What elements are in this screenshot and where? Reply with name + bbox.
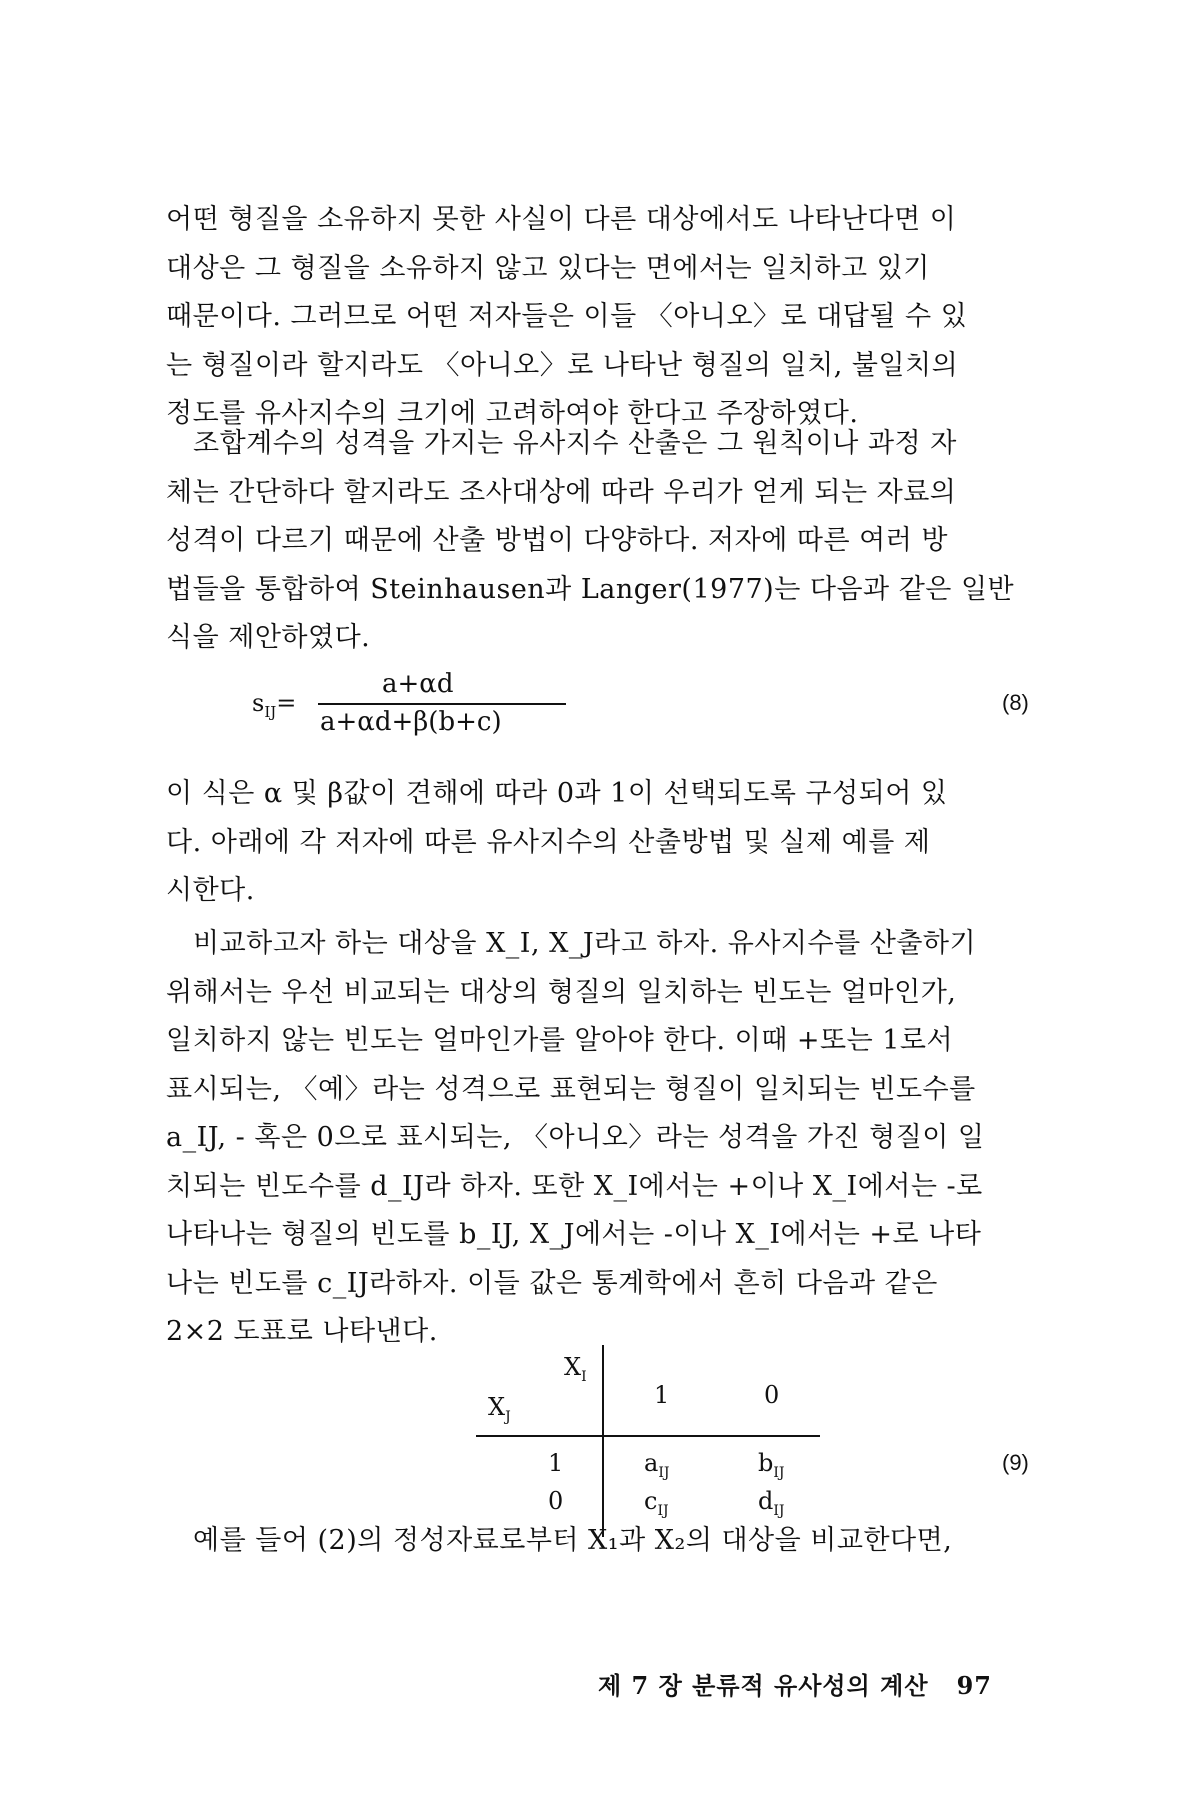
text-line: 나타나는 형질의 빈도를 b_IJ, X_J에서는 -이나 X_I에서는 +로 나타 bbox=[166, 1219, 982, 1250]
text-line: 정도를 유사지수의 크기에 고려하여야 한다고 주장하였다. bbox=[166, 398, 859, 429]
running-footer bbox=[598, 1666, 992, 1701]
paragraph-4 bbox=[166, 920, 1032, 1357]
column-header: 0 bbox=[764, 1381, 780, 1409]
text-line: 성격이 다르기 때문에 산출 방법이 다양하다. 저자에 따른 여러 방 bbox=[166, 525, 948, 556]
row-header: 1 bbox=[548, 1449, 564, 1477]
equation-number: (8) bbox=[1002, 690, 1029, 715]
text-line: 때문이다. 그러므로 어떤 저자들은 이들 〈아니오〉로 대답될 수 있 bbox=[166, 301, 968, 332]
paragraph-1 bbox=[166, 196, 1032, 439]
table-vertical-rule bbox=[602, 1345, 604, 1537]
table-cell: $c_{IJ}$ bbox=[644, 1487, 669, 1519]
text-line: a_IJ, - 혹은 0으로 표시되는, 〈아니오〉라는 성격을 가진 형질이 일 bbox=[166, 1122, 985, 1153]
formula-numerator: a+αd bbox=[382, 669, 454, 699]
paragraph-2 bbox=[166, 420, 1032, 663]
paragraph-3 bbox=[166, 770, 1032, 916]
column-variable-label: $X_I$ bbox=[564, 1353, 587, 1385]
text-line: 대상은 그 형질을 소유하지 않고 있다는 면에서는 일치하고 있기 bbox=[166, 252, 930, 284]
text-line: 체는 간단하다 할지라도 조사대상에 따라 우리가 얻게 되는 자료의 bbox=[166, 476, 957, 508]
text-line: 위해서는 우선 비교되는 대상의 형질의 일치하는 빈도는 얼마인가, bbox=[166, 976, 957, 1008]
formula-lhs: $s_{IJ}=$ bbox=[252, 689, 297, 721]
text-line: 비교하고자 하는 대상을 X_I, X_J라고 하자. 유사지수를 산출하기 bbox=[193, 928, 977, 959]
table-cell: $a_{IJ}$ bbox=[644, 1449, 670, 1481]
page-number: 97 bbox=[956, 1671, 992, 1700]
text-line: 이 식은 α 및 β값이 견해에 따라 0과 1이 선택되도록 구성되어 있 bbox=[166, 778, 948, 809]
text-line: 식을 제안하였다. bbox=[166, 622, 371, 653]
text-line: 법들을 통합하여 Steinhausen과 Langer(1977)는 다음과 같은 일반 bbox=[166, 573, 1015, 605]
fraction-bar bbox=[318, 703, 566, 705]
text-line: 다. 아래에 각 저자에 따른 유사지수의 산출방법 및 실제 예를 제 bbox=[166, 826, 931, 858]
column-header: 1 bbox=[654, 1381, 670, 1409]
table-cell: $d_{IJ}$ bbox=[758, 1487, 785, 1519]
text-line: 2×2 도표로 나타낸다. bbox=[166, 1316, 438, 1347]
text-line: 는 형질이라 할지라도 〈아니오〉로 나타난 형질의 일치, 불일치의 bbox=[166, 349, 959, 381]
text-line: 시한다. bbox=[166, 875, 255, 906]
text-line: 나는 빈도를 c_IJ라하자. 이들 값은 통계학에서 흔히 다음과 같은 bbox=[166, 1267, 938, 1299]
text-line: 치되는 빈도수를 d_IJ라 하자. 또한 X_I에서는 +이나 X_I에서는 -로 bbox=[166, 1170, 983, 1202]
equation-number: (9) bbox=[1002, 1450, 1029, 1475]
table-horizontal-rule bbox=[476, 1435, 820, 1437]
formula-denominator: a+αd+β(b+c) bbox=[320, 707, 502, 737]
contingency-table bbox=[476, 1345, 820, 1537]
formula-8 bbox=[252, 669, 552, 745]
text-line: 표시되는, 〈예〉라는 성격으로 표현되는 형질이 일치되는 빈도수를 bbox=[166, 1073, 976, 1105]
paragraph-5 bbox=[166, 1517, 1032, 1566]
row-header: 0 bbox=[548, 1487, 564, 1515]
text-line: 어떤 형질을 소유하지 못한 사실이 다른 대상에서도 나타난다면 이 bbox=[166, 204, 957, 235]
text-line: 예를 들어 (2)의 정성자료로부터 X₁과 X₂의 대상을 비교한다면, bbox=[193, 1525, 953, 1556]
text-line: 조합계수의 성격을 가지는 유사지수 산출은 그 원칙이나 과정 자 bbox=[193, 428, 957, 459]
table-cell: $b_{IJ}$ bbox=[758, 1449, 785, 1481]
row-variable-label: $X_J$ bbox=[488, 1393, 511, 1425]
chapter-title: 제 7 장 분류적 유사성의 계산 bbox=[598, 1671, 929, 1700]
text-line: 일치하지 않는 빈도는 얼마인가를 알아야 한다. 이때 +또는 1로서 bbox=[166, 1025, 954, 1056]
